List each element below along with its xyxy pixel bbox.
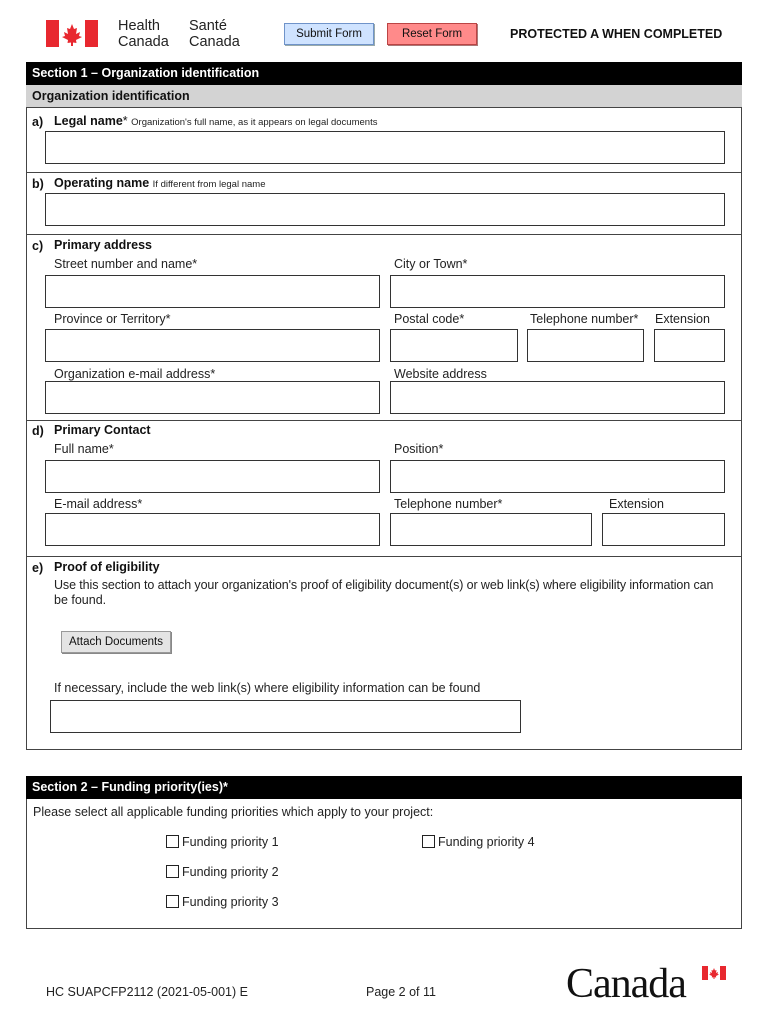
contact-email-required: * [137,497,143,511]
item-a-letter: a) [32,115,44,129]
proof-of-eligibility-label: Proof of eligibility [54,560,160,574]
contact-phone-label [394,497,502,511]
department-name-fr [189,18,240,50]
web-link-input[interactable] [50,700,521,733]
address-phone-input[interactable] [527,329,644,362]
item-b-letter: b) [32,177,44,191]
submit-form-button[interactable]: Submit Form [284,23,374,45]
funding-priority-2-checkbox[interactable] [166,865,179,878]
item-d-letter: d) [32,424,44,438]
province-label-text: Province or Territory [54,312,166,326]
postal-code-label-text: Postal code [394,312,460,326]
city-label [394,257,467,271]
attach-documents-button[interactable]: Attach Documents [61,631,171,653]
section2-instruction: Please select all applicable funding priorities which apply to your project: [33,805,434,819]
postal-code-input[interactable] [390,329,518,362]
website-label: Website address [394,367,487,381]
address-phone-required: * [633,312,639,326]
address-phone-label-text: Telephone number [530,312,634,326]
funding-priority-4-checkbox[interactable] [422,835,435,848]
contact-phone-label-text: Telephone number [394,497,498,511]
funding-priority-3-label: Funding priority 3 [182,895,279,909]
funding-priority-4-label: Funding priority 4 [438,835,535,849]
divider-c [27,420,741,421]
divider-a [27,172,741,173]
legal-name-hint: Organization's full name, as it appears on legal documents [131,117,378,128]
funding-priority-3-checkbox[interactable] [166,895,179,908]
section1-title-bar [26,62,742,85]
city-label-text: City or Town [394,257,463,271]
section1-subheader [26,85,742,108]
operating-name-label-text: Operating name [54,176,150,190]
operating-name-input[interactable] [45,193,725,226]
province-label [54,312,170,326]
funding-priority-1-checkbox[interactable] [166,835,179,848]
dept-fr-line2: Canada [189,34,240,50]
section1-title: Section 1 – Organization identification [32,66,260,80]
item-e-letter: e) [32,561,44,575]
health-canada-flag-logo [46,20,98,47]
city-input[interactable] [390,275,725,308]
position-label-text: Position [394,442,439,456]
org-email-label-text: Organization e-mail address [54,367,211,381]
divider-b [27,234,741,235]
wordmark-flag-icon [702,966,726,980]
contact-extension-input[interactable] [602,513,725,546]
operating-name-hint: If different from legal name [152,179,266,190]
contact-phone-input[interactable] [390,513,592,546]
org-email-required: * [210,367,216,381]
contact-email-input[interactable] [45,513,380,546]
province-input[interactable] [45,329,380,362]
dept-en-line1: Health [118,18,160,34]
street-label-text: Street number and name [54,257,193,271]
fullname-required: * [108,442,114,456]
primary-contact-label: Primary Contact [54,423,151,437]
position-label [394,442,443,456]
website-input[interactable] [390,381,725,414]
dept-fr-line1: Santé [189,18,227,34]
fullname-label [54,442,114,456]
street-input[interactable] [45,275,380,308]
protected-notice: PROTECTED A WHEN COMPLETED [510,27,723,41]
postal-code-label [394,312,464,326]
address-extension-label: Extension [655,312,710,326]
eligibility-description-line1: Use this section to attach your organization's proof of eligibility document(s) or web link(s) where eligibility information can [54,578,714,592]
dept-en-line2: Canada [118,34,169,50]
web-link-label: If necessary, include the web link(s) where eligibility information can be found [54,681,481,695]
reset-form-button[interactable]: Reset Form [387,23,477,45]
canada-wordmark [566,960,728,1008]
eligibility-description-line2: be found. [54,593,107,607]
operating-name-label [54,176,265,190]
address-extension-input[interactable] [654,329,725,362]
postal-code-required: * [459,312,465,326]
legal-name-label-text: Legal name [54,114,123,128]
street-label [54,257,197,271]
canada-wordmark-text: Canada [566,961,686,1007]
org-email-input[interactable] [45,381,380,414]
province-required: * [165,312,171,326]
section1-subheader-text: Organization identification [32,89,190,103]
department-name-en [118,18,169,50]
fullname-input[interactable] [45,460,380,493]
address-phone-label [530,312,638,326]
org-email-label [54,367,215,381]
contact-email-label [54,497,142,511]
page-number: Page 2 of 11 [366,985,436,999]
section2-title: Section 2 – Funding priority(ies)* [32,780,228,794]
legal-name-label [54,114,377,128]
position-required: * [438,442,444,456]
funding-priority-2-label: Funding priority 2 [182,865,279,879]
legal-name-input[interactable] [45,131,725,164]
funding-priority-1-label: Funding priority 1 [182,835,279,849]
divider-d [27,556,741,557]
form-code: HC SUAPCFP2112 (2021-05-001) E [46,985,248,999]
contact-phone-required: * [497,497,503,511]
item-c-letter: c) [32,239,44,253]
position-input[interactable] [390,460,725,493]
contact-extension-label: Extension [609,497,664,511]
legal-name-required: * [122,114,128,128]
street-required: * [192,257,198,271]
primary-address-label: Primary address [54,238,152,252]
section2-title-bar [26,776,742,799]
contact-email-label-text: E-mail address [54,497,138,511]
fullname-label-text: Full name [54,442,109,456]
city-required: * [462,257,468,271]
